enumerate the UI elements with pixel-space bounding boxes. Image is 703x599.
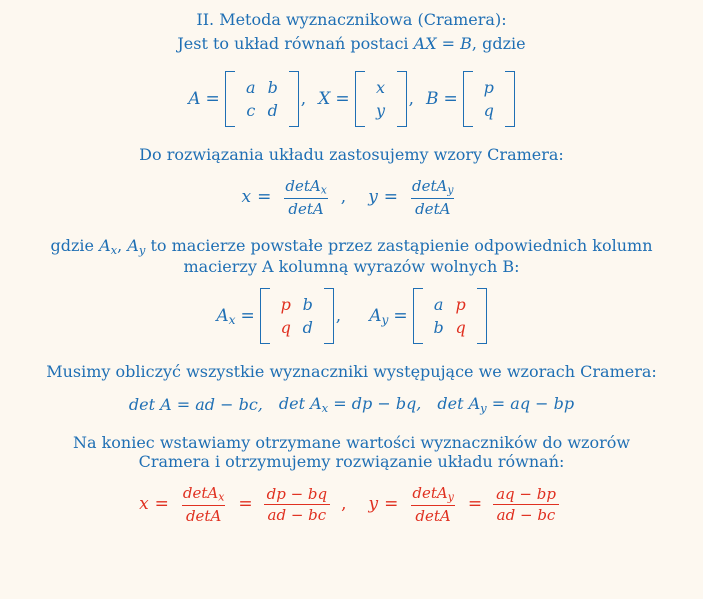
matrix-cell: p <box>280 295 291 315</box>
matrix-Ax-group <box>216 288 349 344</box>
bracket-left <box>260 288 270 344</box>
matrix-cell: y <box>376 101 386 121</box>
matrix-X-label: X <box>318 89 331 110</box>
matrix-Ax <box>260 288 334 344</box>
matrix-X <box>355 71 407 127</box>
cramer-intro-line: Do rozwiązania układu zastosujemy wzory Cramera: <box>139 145 564 165</box>
A-x-symbol: A <box>99 235 111 255</box>
cramer-formula-row <box>6 177 697 218</box>
matrix-row <box>370 99 392 122</box>
det-Ax-expression <box>279 394 422 415</box>
explanation-prefix: gdzie <box>50 235 100 255</box>
final-x-label: x <box>139 494 149 515</box>
intro-line <box>6 34 697 54</box>
equals-sign: = <box>393 306 408 327</box>
matrix-cell: b <box>267 78 278 98</box>
explanation-mid: , <box>117 235 128 255</box>
det-Ay-expression <box>437 394 574 415</box>
matrix-Ay <box>413 288 487 344</box>
fraction-denominator: detA <box>411 505 454 525</box>
comma-separator: , <box>408 89 414 110</box>
matrix-Ax-cells <box>270 288 324 344</box>
must-compute-line: Musimy obliczyć wszystkie wyznaczniki występujące we wzorach Cramera: <box>46 362 657 382</box>
fraction-detAy-detA <box>408 484 457 525</box>
matrix-Ay-letter: A <box>369 305 382 326</box>
matrix-A-label: A <box>188 89 201 110</box>
equals-sign: = <box>154 494 169 515</box>
fraction-detAx-detA <box>179 484 228 525</box>
matrix-row <box>240 76 284 99</box>
bracket-right <box>289 71 299 127</box>
subscript-y: y <box>381 312 389 327</box>
y-label: y <box>368 187 378 208</box>
explanation-line-1 <box>6 236 697 257</box>
fraction-denominator: detA <box>411 198 454 218</box>
equals-sign: = <box>205 89 220 110</box>
fraction-numerator: aq − bp <box>496 484 556 503</box>
det-Ax-text: det A <box>278 393 322 413</box>
subscript-x: x <box>321 400 329 415</box>
intro-prefix: Jest to układ równań postaci <box>177 33 414 53</box>
final-line-1: Na koniec wstawiamy otrzymane wartości wyznaczników do wzorów <box>72 432 631 452</box>
bracket-right <box>505 71 515 127</box>
comma-separator: , <box>300 89 307 110</box>
fraction-numerator <box>408 177 457 198</box>
equals-sign: = <box>238 494 253 515</box>
fraction-dp-bq <box>263 485 332 524</box>
matrix-cell: b <box>433 318 444 338</box>
comma-separator: , <box>341 494 347 515</box>
matrix-A-group <box>188 71 314 127</box>
bracket-right <box>477 288 487 344</box>
equals-sign: = <box>335 89 350 110</box>
matrix-Ay-cells <box>423 288 477 344</box>
determinants-row <box>6 394 697 415</box>
matrix-B-cells <box>473 71 505 127</box>
equals-sign: = <box>240 306 255 327</box>
det-A-x-text: detA <box>182 483 219 502</box>
matrix-row <box>275 316 319 339</box>
bracket-left <box>463 71 473 127</box>
fraction-numerator <box>179 484 228 505</box>
matrix-cell: p <box>483 78 494 98</box>
matrix-cell: q <box>280 318 291 338</box>
subscript-y: y <box>447 183 454 197</box>
matrix-B-label: B <box>425 89 439 110</box>
matrix-cell: c <box>246 101 256 121</box>
matrix-ax-ay-row <box>6 288 697 344</box>
matrix-cell: q <box>455 318 466 338</box>
det-A-y-text: detA <box>412 483 448 502</box>
subscript-x: x <box>320 183 327 197</box>
matrix-B-group <box>426 71 515 127</box>
det-A-expression <box>129 395 263 414</box>
fraction-denominator: detA <box>182 505 225 525</box>
comma-separator: , <box>340 187 347 208</box>
x-label: x <box>241 187 252 208</box>
equals-sign: = <box>384 494 399 515</box>
det-Ay-value: = aq − bp <box>491 393 575 413</box>
matrix-B <box>463 71 515 127</box>
matrix-row <box>478 99 500 122</box>
bracket-right <box>324 288 334 344</box>
explanation-line-2: macierzy A kolumną wyrazów wolnych B: <box>183 256 520 276</box>
matrix-definitions-row <box>6 71 697 127</box>
section-title: II. Metoda wyznacznikowa (Cramera): <box>196 10 507 29</box>
subscript-y: y <box>480 400 487 415</box>
matrix-Ay-group <box>369 288 486 344</box>
matrix-cell: p <box>455 295 466 315</box>
matrix-A-cells <box>235 71 289 127</box>
matrix-cell: a <box>433 295 444 315</box>
fraction-numerator: dp − bq <box>266 484 328 503</box>
equals-sign: = <box>443 89 458 110</box>
matrix-row <box>370 76 392 99</box>
matrix-cell: d <box>302 318 313 338</box>
subscript-x: x <box>228 312 236 327</box>
bracket-left <box>413 288 423 344</box>
explanation-suffix: to macierze powstałe przez zastąpienie odpowiednich kolumn <box>145 235 653 255</box>
fraction-x <box>281 177 330 218</box>
final-y-label: y <box>368 494 379 515</box>
bracket-left <box>355 71 365 127</box>
det-Ax-value: = dp − bq, <box>333 393 422 413</box>
bracket-right <box>397 71 407 127</box>
matrix-row <box>275 293 319 316</box>
subscript-y: y <box>138 242 146 257</box>
det-A-x-text: detA <box>285 176 321 195</box>
matrix-cell: b <box>302 295 313 315</box>
matrix-A <box>225 71 299 127</box>
intro-suffix: , gdzie <box>471 33 526 53</box>
subscript-x: x <box>110 242 118 257</box>
equals-sign: = <box>467 494 483 515</box>
matrix-row <box>240 99 284 122</box>
matrix-cell: x <box>376 78 386 98</box>
intro-equation: AX = B <box>413 33 472 53</box>
fraction-numerator <box>281 177 330 198</box>
fraction-aq-bp <box>492 485 560 524</box>
fraction-denominator: detA <box>284 198 327 218</box>
matrix-cell: q <box>483 101 494 121</box>
comma-separator: , <box>335 306 342 327</box>
A-y-symbol: A <box>127 235 139 255</box>
equals-sign: = <box>383 187 399 208</box>
matrix-row <box>428 316 472 339</box>
fraction-denominator: ad − bc <box>264 504 331 524</box>
fraction-numerator <box>408 484 457 505</box>
matrix-X-cells <box>365 71 397 127</box>
matrix-Ax-label <box>216 306 235 327</box>
matrix-cell: a <box>246 78 256 98</box>
final-line-2: Cramera i otrzymujemy rozwiązanie układu równań: <box>138 452 565 472</box>
final-formula-row <box>6 484 697 525</box>
matrix-X-group <box>318 71 422 127</box>
bracket-left <box>225 71 235 127</box>
subscript-x: x <box>218 490 225 504</box>
det-A-text: det A = ad − bc, <box>128 394 263 414</box>
matrix-Ax-letter: A <box>216 305 229 326</box>
fraction-denominator: ad − bc <box>493 504 560 524</box>
matrix-cell: d <box>267 101 278 121</box>
subscript-y: y <box>447 490 454 504</box>
matrix-row <box>428 293 472 316</box>
det-Ay-text: det A <box>437 393 481 413</box>
det-A-y-text: detA <box>412 176 448 195</box>
matrix-row <box>478 76 500 99</box>
fraction-y <box>408 177 457 218</box>
matrix-Ay-label <box>369 306 388 327</box>
equals-sign: = <box>257 187 272 208</box>
